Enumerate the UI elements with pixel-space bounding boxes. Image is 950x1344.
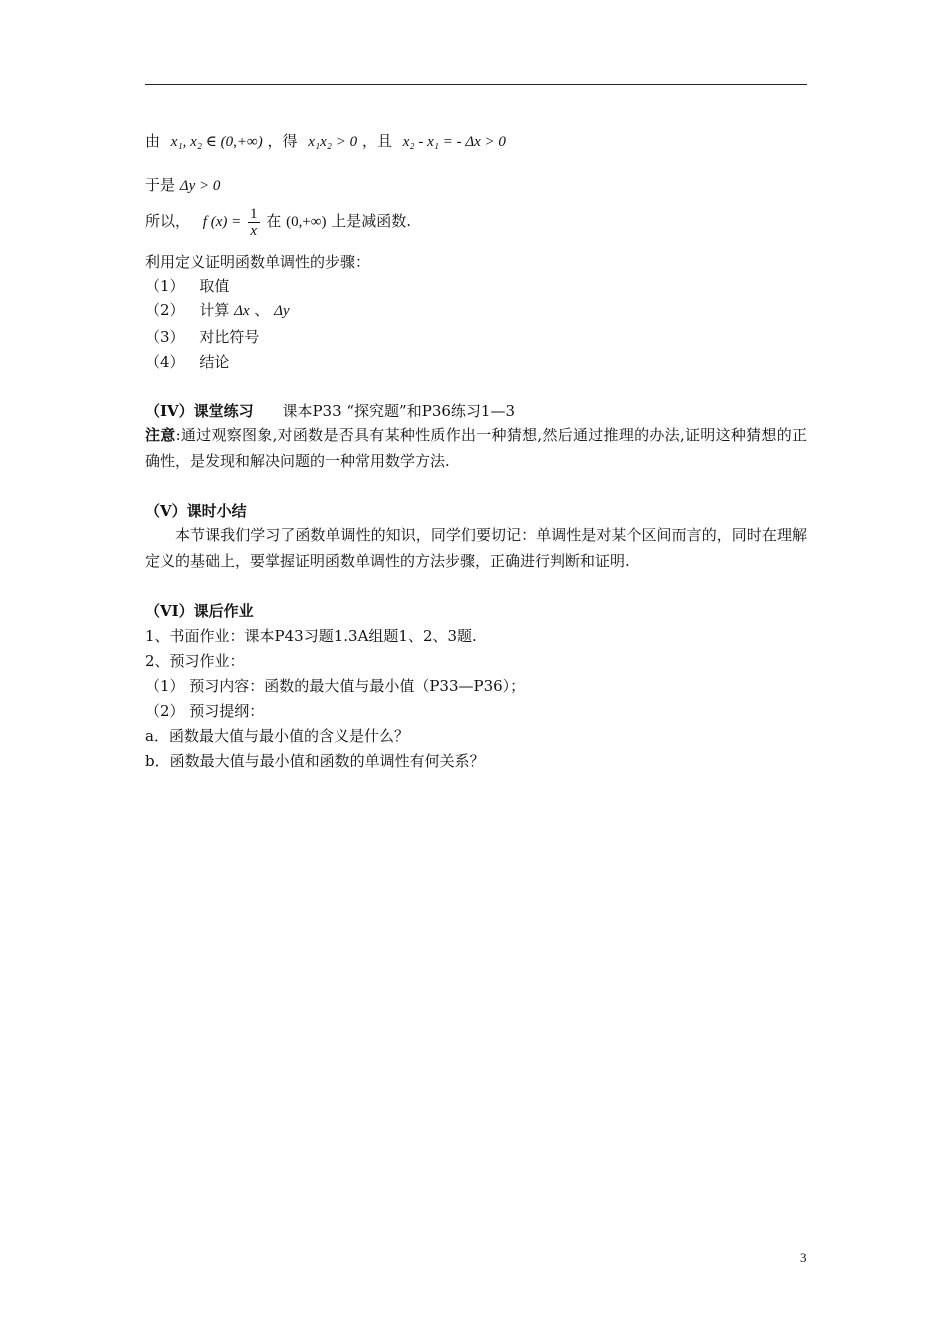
page-number: 3	[800, 1250, 807, 1265]
math-set: x₁, x₂ ∈ (0,+∞)	[170, 134, 263, 150]
step-3-text: 对比符号	[199, 328, 260, 346]
step-1-num: （1）	[145, 277, 185, 295]
homework-line-6: b．函数最大值与最小值和函数的单调性有何关系？	[145, 752, 485, 770]
math-f-lhs: f (x) =	[202, 214, 242, 230]
step-4	[145, 352, 229, 372]
text-qie: ，且	[361, 132, 392, 150]
math-interval: (0,+∞)	[286, 214, 327, 230]
text-de: ，得	[267, 132, 298, 150]
step-2-text: 计算	[199, 301, 230, 319]
text-suoyi: 所以，	[145, 212, 191, 230]
homework-line-4: （2） 预习提纲：	[145, 702, 265, 720]
step-2-num: （2）	[145, 301, 185, 319]
math-product: x₁x₂ > 0	[308, 134, 358, 150]
section-v-heading: （V）课时小结	[145, 502, 247, 520]
section-vi-heading: （VI）课后作业	[145, 602, 254, 620]
proof-line-3	[145, 204, 411, 239]
text-yushi: 于是	[145, 176, 176, 194]
fraction	[248, 206, 260, 239]
step-2-math-dy: Δy	[274, 303, 290, 319]
math-dy: Δy > 0	[179, 178, 221, 194]
section-iv-heading: （IV）课堂练习	[145, 402, 254, 420]
step-1-text: 取值	[199, 277, 230, 295]
text-you: 由	[145, 132, 161, 150]
section-iv-note	[145, 422, 807, 474]
step-1	[145, 276, 229, 296]
proof-line-2	[145, 175, 220, 196]
header-rule	[145, 84, 807, 85]
homework-line-3: （1） 预习内容：函数的最大值与最小值（P33—P36）；	[145, 677, 526, 695]
homework-line-5: a．函数最大值与最小值的含义是什么？	[145, 727, 409, 745]
math-difference: x₂ - x₁ = - Δx > 0	[402, 134, 506, 150]
section-v-text: 本节课我们学习了函数单调性的知识，同学们要切记：单调性是对某个区间而言的，同时在理解定义的基础上，要掌握证明函数单调性的方法步骤，正确进行判断和证明.	[145, 526, 807, 570]
step-4-text: 结论	[199, 353, 230, 371]
section-iv-text: 课本P33 “探究题”和P36练习1—3	[282, 402, 515, 420]
proof-line-1	[145, 131, 506, 152]
note-text: :通过观察图象,对函数是否具有某种性质作出一种猜想,然后通过推理的办法,证明这种猜想的正确性，是发现和解决问题的一种常用数学方法.	[145, 426, 807, 470]
text-zai: 在	[266, 212, 282, 230]
step-3-num: （3）	[145, 328, 185, 346]
text-conclusion: 上是减函数.	[331, 212, 412, 230]
fraction-numerator: 1	[250, 205, 258, 222]
note-label: 注意	[145, 426, 176, 444]
fraction-denominator: x	[250, 222, 258, 239]
steps-title: 利用定义证明函数单调性的步骤：	[145, 253, 371, 271]
homework-line-1: 1、书面作业：课本P43习题1.3A组题1、2、3题.	[145, 627, 477, 645]
step-3	[145, 327, 259, 347]
step-2-sep: 、	[254, 301, 270, 319]
step-4-num: （4）	[145, 353, 185, 371]
homework-line-2: 2、预习作业：	[145, 652, 245, 670]
step-2	[145, 300, 290, 321]
step-2-math-dx: Δx	[234, 303, 250, 319]
section-iv-line	[145, 401, 515, 421]
